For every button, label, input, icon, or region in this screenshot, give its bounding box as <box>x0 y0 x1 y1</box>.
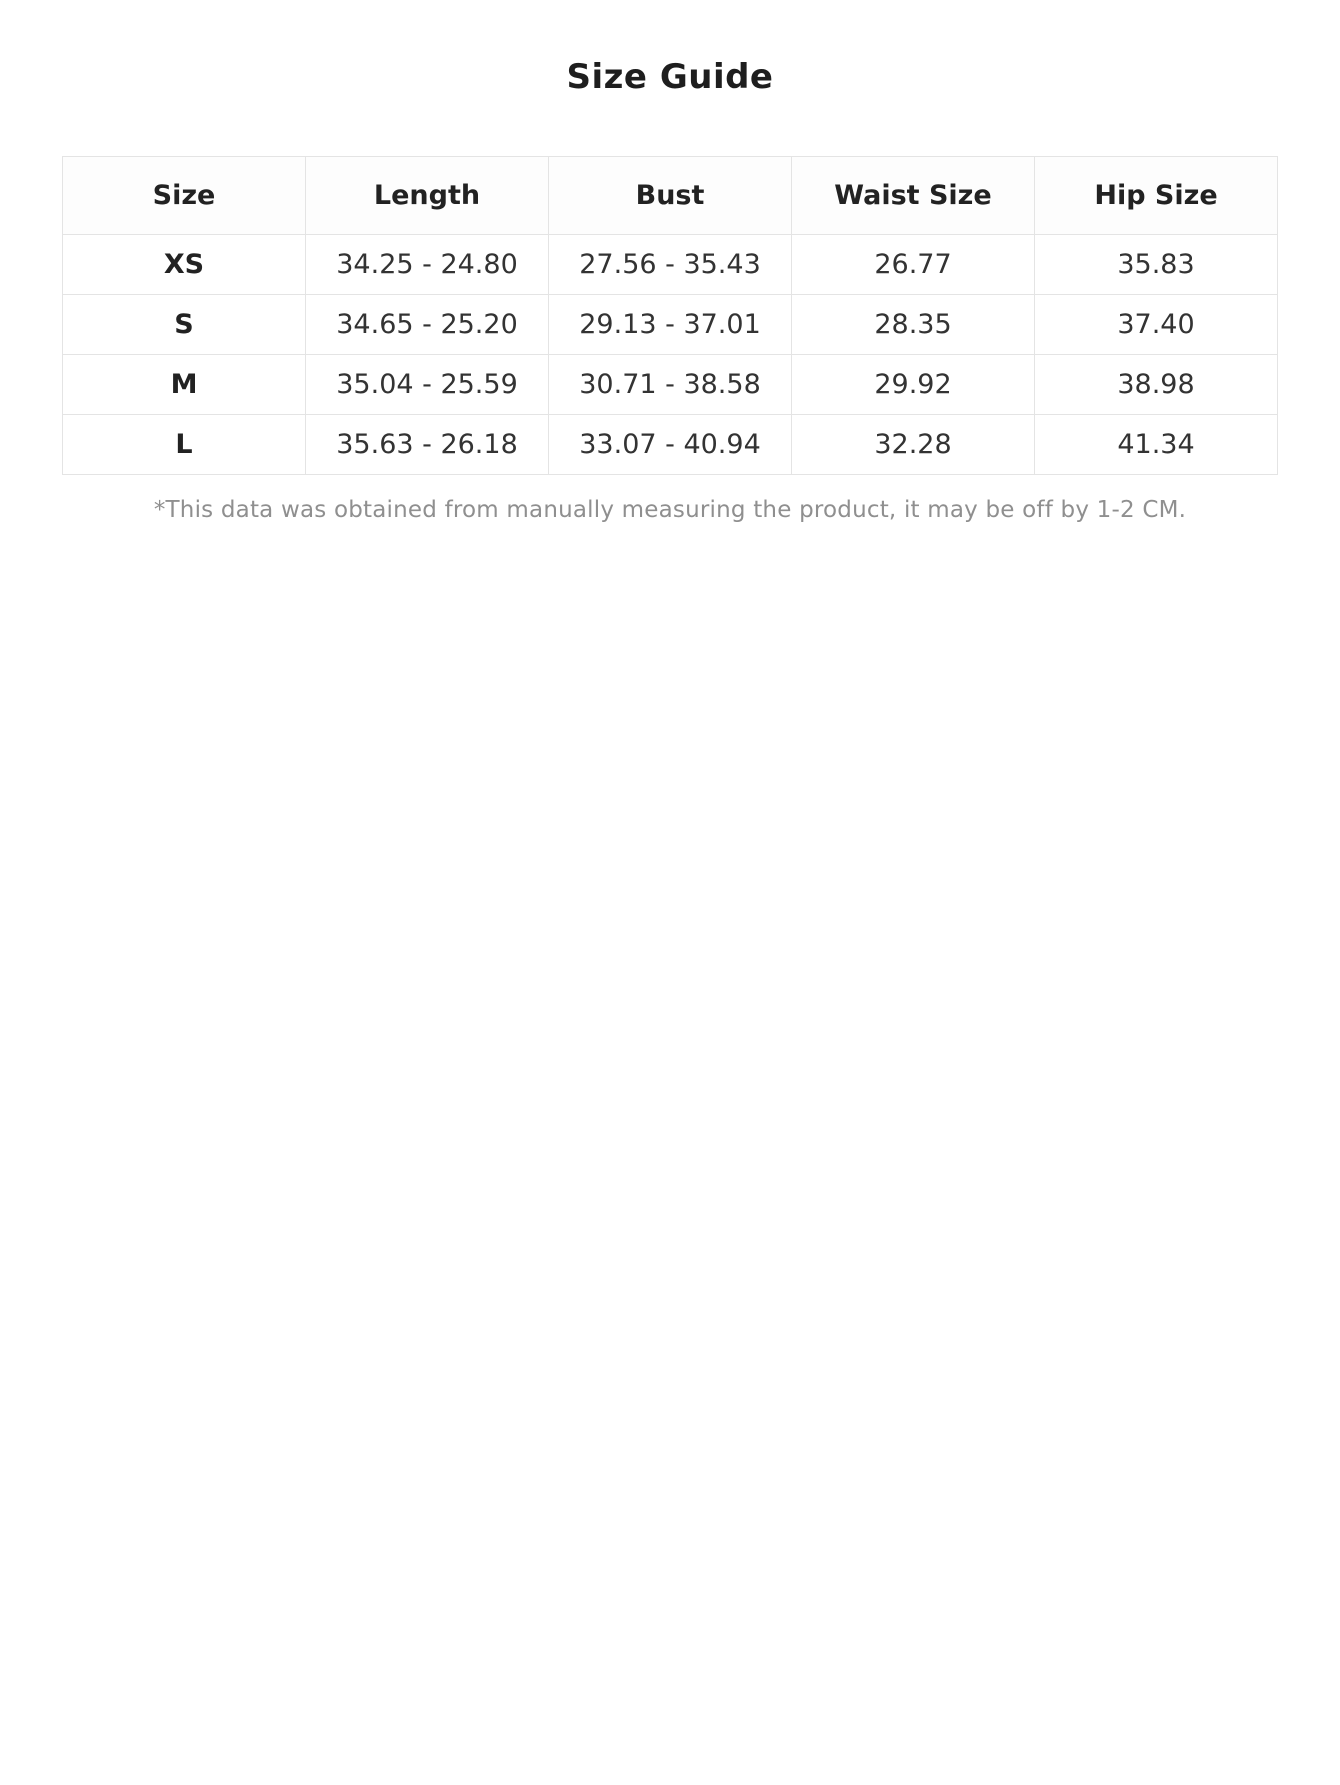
cell-xs-bust: 27.56 - 35.43 <box>549 235 792 295</box>
cell-s-bust: 29.13 - 37.01 <box>549 295 792 355</box>
cell-s-length: 34.65 - 25.20 <box>306 295 549 355</box>
table-row-s <box>63 295 1278 355</box>
column-header-bust: Bust <box>549 157 792 235</box>
cell-xs-waist: 26.77 <box>792 235 1035 295</box>
cell-l-bust: 33.07 - 40.94 <box>549 415 792 475</box>
cell-m-length: 35.04 - 25.59 <box>306 355 549 415</box>
cell-l-hip: 41.34 <box>1035 415 1278 475</box>
measurement-disclaimer: *This data was obtained from manually measuring the product, it may be off by 1-2 CM. <box>153 497 1187 523</box>
column-header-length: Length <box>306 157 549 235</box>
header-row <box>63 157 1278 235</box>
size-guide-table-header <box>63 157 1278 235</box>
cell-m-bust: 30.71 - 38.58 <box>549 355 792 415</box>
column-header-size: Size <box>63 157 306 235</box>
cell-s-size: S <box>63 295 306 355</box>
cell-m-waist: 29.92 <box>792 355 1035 415</box>
cell-l-waist: 32.28 <box>792 415 1035 475</box>
size-guide-table <box>62 156 1278 475</box>
table-row-m <box>63 355 1278 415</box>
cell-xs-length: 34.25 - 24.80 <box>306 235 549 295</box>
cell-xs-size: XS <box>63 235 306 295</box>
cell-s-hip: 37.40 <box>1035 295 1278 355</box>
cell-s-waist: 28.35 <box>792 295 1035 355</box>
cell-m-size: M <box>63 355 306 415</box>
cell-xs-hip: 35.83 <box>1035 235 1278 295</box>
cell-l-length: 35.63 - 26.18 <box>306 415 549 475</box>
table-row-xs <box>63 235 1278 295</box>
cell-m-hip: 38.98 <box>1035 355 1278 415</box>
column-header-waist-size: Waist Size <box>792 157 1035 235</box>
column-header-hip-size: Hip Size <box>1035 157 1278 235</box>
size-guide-table-body <box>63 235 1278 475</box>
cell-l-size: L <box>63 415 306 475</box>
page-title: Size Guide <box>566 57 774 97</box>
table-row-l <box>63 415 1278 475</box>
